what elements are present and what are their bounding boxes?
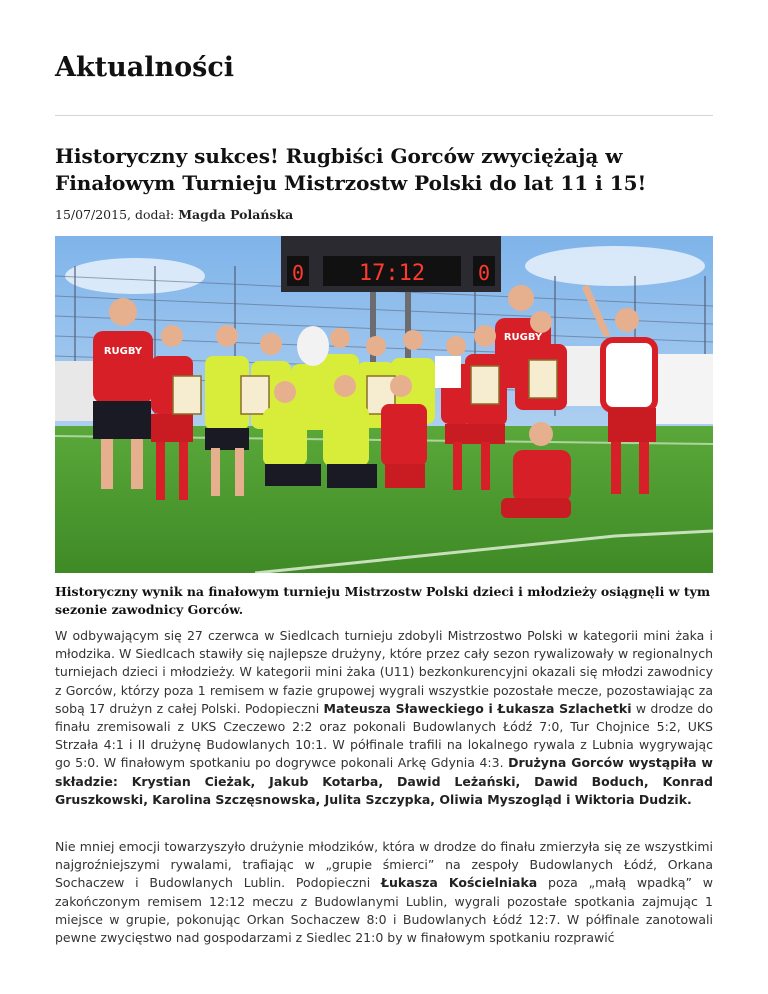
section-title: Aktualności — [55, 52, 235, 83]
divider — [55, 115, 713, 116]
article-paragraph-2 — [55, 838, 713, 947]
article-date: 15/07/2015 — [55, 207, 128, 222]
team-roster-u11: Drużyna Gorców wystąpiła w składzie: Krystian Cieżak, Jakub Kotarba, Dawid Leżański, Dawid Boduch, Konrad Gruszkowski, Karolina Szczęsnowska, Julita Szczypka, Oliwia Myszogląd i Wiktoria Dudzik. — [55, 755, 713, 807]
coach-u15: Łukasza Kościelniaka — [380, 875, 538, 891]
shirt-text-right: RUGBY — [503, 332, 543, 343]
article-meta — [55, 207, 293, 222]
team-photo — [55, 236, 713, 573]
scoreboard-left: 0 — [291, 261, 305, 285]
added-by-label: , dodał: — [127, 207, 179, 222]
coaches-u11: Mateusza Sławeckiego i Łukasza Szlachetki — [323, 700, 632, 716]
article-title[interactable]: Historyczny sukces! Rugbiści Gorców zwyciężają w Finałowym Turnieju Mistrzostw Polski do lat 11 i 15! — [55, 144, 647, 195]
scoreboard-clock: 17:12 — [358, 261, 426, 286]
paragraph-1-text-b: w drodze do finału zremisowali z UKS Czeczewo 2:2 oraz pokonali Budowlanych Łódź 7:0, Tur Chojnice 5:2, UKS Strzała 4:1 i II drużynę Budowlanych 10:1. W półfinale trafili na lokalnego rywala z Lubnia wygrywając go 5:0. W finałowym spotkaniu po dogrywce pokonali Arkę Gdynia 4:3. — [55, 700, 714, 771]
article-paragraph-1 — [55, 627, 713, 809]
scoreboard-right: 0 — [477, 261, 491, 285]
photo-caption: Historyczny wynik na finałowym turnieju Mistrzostw Polski dzieci i młodzieży osiągnęli w tym sezonie zawodnicy Gorców. — [55, 584, 711, 617]
article-author[interactable]: Magda Polańska — [178, 207, 294, 222]
paragraph-2-text-b: poza „małą wpadką” w zakończonym remisem 12:12 meczu z Budowlanymi Lublin, wygrali pozostałe spotkania zajmując 1 miejsce w grupie, pokonując Orkan Sochaczew 8:0 i Budowlanych Łódź 12:7. W półfinale zanotowali pewne zwycięstwo nad gospodarzami z Siedlec 21:0 by w finałowym spotkaniu rozprawić — [55, 875, 714, 946]
paragraph-2-text-a: Nie mniej emocji towarzyszyło drużynie młodzików, która w drodze do finału zmierzyła się ze wszystkimi najgroźniejszymi rywalami, trafiając w „grupie śmierci” na zespoły Budowlanych Łódź, Orkana Sochaczew i Budowlanych Lublin. Podopieczni — [55, 839, 713, 891]
paragraph-1-text-a: W odbywającym się 27 czerwca w Siedlcach turnieju zdobyli Mistrzostwo Polski w kategorii mini żaka i młodzika. W Siedlcach stawiły się najlepsze drużyny, które przez cały sezon rywalizowały w regionalnych turniejach dzieci i młodzieży. W kategorii mini żaka (U11) bezkonkurencyjni okazali się młodzi zawodnicy z Gorców, którzy poza 1 remisem w fazie grupowej wygrali wszystkie pozostałe mecze, pozostawiając za sobą 17 drużyn z całej Polski. Podopieczni — [55, 628, 713, 716]
shirt-text-left: RUGBY — [103, 346, 143, 357]
